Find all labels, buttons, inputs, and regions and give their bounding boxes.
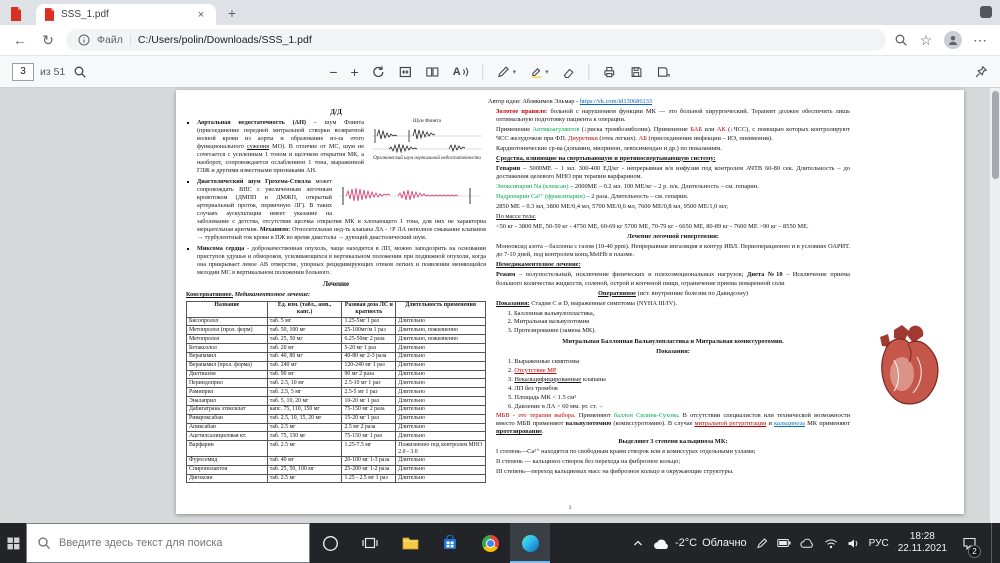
medication-table-row xyxy=(187,317,486,326)
drug-dose-cell: 2.5 мг 2 раза xyxy=(342,423,396,432)
info-icon[interactable] xyxy=(78,34,90,46)
drug-unit-cell: таб. 2.5 мг xyxy=(267,474,342,483)
indication-item-2: 2. Отсутствие МР xyxy=(508,366,557,374)
medication-table-row xyxy=(187,405,486,414)
weather-condition: Облачно xyxy=(702,537,747,549)
indication-item-3: 3. Некальцифицированные клапаны xyxy=(508,375,606,383)
medication-table-row xyxy=(187,370,486,379)
doc-right-column xyxy=(496,108,954,483)
viewer-scrollbar[interactable] xyxy=(990,88,1000,523)
conservative-subheading: Консервативное. Медикаментозное лечение: xyxy=(186,290,311,298)
drug-unit-cell: капс. 75, 110, 150 мг xyxy=(267,405,342,414)
drug-duration-cell: Длительно xyxy=(396,423,486,432)
drug-duration-cell: Длительно xyxy=(396,414,486,423)
drug-dose-cell: 1.25-5мг 1 раз xyxy=(342,317,396,326)
doc-page-number: 3 xyxy=(568,505,572,511)
dd-item-graham-steell: ▪ Диастолический шум Грехема-Стилла может сопровождать ВПС с увеличенным легочным кровотоком (ДМПП и ДМЖП, открытый артериальный проток, первичную ЛГ). В таких случаях аускультация имеет указание на заболевание с детства, отсутствие щелчка открытия МК и хлопающего 1 тона, для них не характерна мерцательная аритмия. Механизм: Относительная нед-ть клапана ЛА - ↑Р ЛА неполное смыкание клапанов → турбулентный ток крови в ПЖ во время диастолы → дующий диастолический шум. xyxy=(197,178,486,243)
by-weight-paragraph: <50 кг - 3800 МЕ, 50-59 кг - 4750 МЕ, 60-69 кг 5700 МЕ, 70-79 кг - 6650 МЕ, 80-89 кг - 7600 МЕ >90 кг – 8550 МЕ. xyxy=(496,222,809,230)
drug-unit-cell: таб. 75, 150 мг xyxy=(267,432,342,441)
highlight-dropdown-icon[interactable]: ▾ xyxy=(545,68,549,76)
drug-name-cell: Дигоксин xyxy=(187,474,268,483)
drug-dose-cell: 15-20 мг 1 раз xyxy=(342,414,396,423)
drug-unit-cell: таб. 50, 100 мг xyxy=(267,326,342,335)
medication-table-row xyxy=(187,423,486,432)
medication-table-row xyxy=(187,352,486,361)
drug-unit-cell: таб. 5, 10, 20 мг xyxy=(267,397,342,406)
medication-table-row xyxy=(187,361,486,370)
drug-dose-cell: 25-200 мг 1-2 раза xyxy=(342,465,396,474)
page-count-label: из 51 xyxy=(40,65,66,78)
medication-table-row xyxy=(187,326,486,335)
drug-duration-cell: Длительно xyxy=(396,352,486,361)
scrollbar-thumb[interactable] xyxy=(992,91,999,179)
weather-temp: -2°C xyxy=(674,537,698,549)
task-view-button[interactable] xyxy=(350,523,390,563)
hidden-icons-chevron[interactable] xyxy=(632,538,644,548)
taskbar-search-icon xyxy=(37,536,51,550)
medication-table xyxy=(186,301,486,483)
drug-name-cell: Верапамил xyxy=(187,352,268,361)
url-text[interactable]: C:/Users/polin/Downloads/SSS_1.pdf xyxy=(137,34,312,46)
edge-button-active[interactable] xyxy=(510,523,550,563)
fit-to-page-icon[interactable] xyxy=(399,65,413,79)
regime-diet-paragraph: Режим – полупостельный, исключение физических и психоэмоциональных нагрузок; Диета №10 – Исключение приема большого количества жидкости, соленой, острой и копченой пищи, ограничение приема поваренной соли xyxy=(496,271,850,287)
drug-dose-cell: 1.25 - 2.5 мг 1 раз xyxy=(342,474,396,483)
calcinosis-degree-1: I степень—Ca²⁺ находятся по свободным краям створок или в комиссурах отдельными узлами; xyxy=(496,448,756,456)
indication-item-6: 6. Давление в ЛА > 60 мм. рт. ст. ← xyxy=(508,402,605,410)
medication-table-header-cell: Длительность применения xyxy=(396,301,486,317)
drug-unit-cell: таб. 5 мг xyxy=(267,317,342,326)
drug-unit-cell: таб. 40 мг xyxy=(267,456,342,465)
drug-name-cell: Апиксабан xyxy=(187,423,268,432)
microsoft-store-button[interactable] xyxy=(430,523,470,563)
drug-name-cell: Ривароксабан xyxy=(187,414,268,423)
drug-dose-cell: 1.25-7.5 мг xyxy=(342,441,396,457)
battery-icon[interactable] xyxy=(777,538,791,548)
clock-date: 22.11.2021 xyxy=(897,543,947,554)
medication-table-row xyxy=(187,335,486,344)
browser-address-bar xyxy=(0,25,1000,56)
medication-table-row xyxy=(187,441,486,457)
operative-indications-paragraph: Показания: Стадия С и D, выраженные симптомы (NYHA III/IV). xyxy=(496,299,678,307)
nonmedication-heading: Немедикаментозное лечение: xyxy=(496,261,581,269)
drug-unit-cell: таб. 240 мг xyxy=(267,361,342,370)
network-wifi-icon[interactable] xyxy=(824,538,838,549)
drug-dose-cell: 40-80 мг 2-3 раза xyxy=(342,352,396,361)
chrome-icon xyxy=(482,535,499,552)
calcinosis-degree-3: III степень—переход кальциевых масс на фиброзное кольцо и окружающие структуры. xyxy=(496,468,734,476)
drug-unit-cell: таб. 40, 80 мг xyxy=(267,352,342,361)
draw-icon[interactable] xyxy=(497,65,517,79)
drug-duration-cell: Длительно xyxy=(396,465,486,474)
dd-item-myxoma: ▪ Миксома сердца - доброкачественная опухоль, чаще находится в ЛП, можно заподозрить на основании приступов удушья и обмороков, усиливающихся в вертикальном положении при подвижной опухоли, когда она прикрывает левое АВ отверстие, упорных рецидивирующих отеков легких и появлении меняющейся мелодии МС в вертикальном положении больного. xyxy=(197,245,486,277)
url-scheme-label: Файл xyxy=(97,34,123,46)
medication-table-row xyxy=(187,344,486,353)
rotate-icon[interactable] xyxy=(372,65,386,79)
nadroparin-paragraph: Надропарин Са²⁺ (фраксипарин) – 2 раза. Длительность – см. гепарин. xyxy=(496,193,689,201)
drug-name-cell: Спиронолактон xyxy=(187,465,268,474)
operative-heading: Оперативное (ист. внутренние болезни по Давидсону) xyxy=(597,289,749,297)
drug-unit-cell: таб. 2.5, 5 мг xyxy=(267,388,342,397)
calcinosis-heading: Выделяют 3 степени кальциноза МК: xyxy=(618,438,728,446)
phonocardiogram-waveform-2 xyxy=(336,179,484,211)
coagulation-heading: Средства, влияющие на свертывающую и противосвертывающую систему: xyxy=(496,154,716,162)
drug-unit-cell: таб. 25, 50 мг xyxy=(267,335,342,344)
drug-dose-cell: 6.25-50мг 2 раза xyxy=(342,335,396,344)
pdf-toolbar xyxy=(0,56,1000,88)
drug-duration-cell: Длительно xyxy=(396,344,486,353)
indication-item-5: 5. Площадь МК < 1.5 см² xyxy=(508,393,577,401)
drug-dose-cell: 75-150 мг 1 раз xyxy=(342,432,396,441)
window-button[interactable] xyxy=(980,6,992,18)
drug-name-cell: Метопролол (прол. форм) xyxy=(187,326,268,335)
drug-name-cell: Дабигатрана этексилат xyxy=(187,405,268,414)
highlight-icon[interactable] xyxy=(529,65,549,79)
drug-name-cell: Периндоприл xyxy=(187,379,268,388)
doses-paragraph: 2850 МЕ – 0.3 мл, 3800 МЕ/0,4 мл, 5700 МЕ/0,6 мл, 7600 МЕ/0,8 мл, 9500 МЕ/1,0 мл; xyxy=(496,203,728,211)
drug-unit-cell: таб. 20 мг xyxy=(267,344,342,353)
browser-tab-strip xyxy=(0,0,1000,25)
graham-steell-phonocardiogram xyxy=(336,179,486,211)
volume-icon[interactable] xyxy=(847,538,860,549)
language-indicator[interactable]: РУС xyxy=(868,537,889,549)
author-text: Автор идеи: Аблякимов Эльмар - xyxy=(487,98,580,105)
taskbar-search-box[interactable] xyxy=(26,523,310,563)
medication-table-row xyxy=(187,474,486,483)
medication-table-row xyxy=(187,379,486,388)
drug-unit-cell: таб. 2.5 мг xyxy=(267,441,342,457)
nitric-oxide-paragraph: Монооксид азота – баллоны с газом (10-40 ppm). Непрерывная ингаляция в контур ИВЛ. Периоперационно и в условиях ОАРИТ. до 7-10 дней, под контролем конц.MetHb в плазме. xyxy=(496,242,850,259)
pdf-toolbar-center xyxy=(329,64,670,80)
drug-name-cell: Верапамил (прол. форма) xyxy=(187,361,268,370)
file-explorer-button[interactable] xyxy=(390,523,430,563)
golden-rule-paragraph: Золотое правило: больной с нарушением функции МК — это больной хирургический. Терапевт должен обеспечить лишь оптимальную подготовку пациента к операции. xyxy=(496,108,850,124)
new-tab-button[interactable]: + xyxy=(227,4,237,21)
heart-anatomy-figure xyxy=(864,320,952,414)
url-bar[interactable] xyxy=(66,29,886,51)
indication-item-1: 1. Выраженные симптомы xyxy=(508,357,580,365)
url-divider xyxy=(130,34,131,46)
fig1-caption-top: Шум Флинта xyxy=(413,119,441,125)
clock-time: 18:28 xyxy=(909,530,935,542)
drug-duration-cell: Длительно xyxy=(396,405,486,414)
drug-name-cell: Ацетилсалициловая кт. xyxy=(187,432,268,441)
fig1-caption-bottom: Органический шум аортальной недостаточности xyxy=(373,155,481,161)
browser-tab[interactable] xyxy=(36,4,216,25)
drug-name-cell: Дилтиазем xyxy=(187,370,268,379)
medication-table-row xyxy=(187,465,486,474)
drug-dose-cell: 2.5-10 мг 1 раз xyxy=(342,379,396,388)
drug-duration-cell: Длительно xyxy=(396,397,486,406)
medication-table-row xyxy=(187,388,486,397)
show-desktop-button[interactable] xyxy=(991,523,996,563)
drug-dose-cell: 5-20 мг 1 раз xyxy=(342,344,396,353)
drug-dose-cell: 20-100 мг 1-3 раза xyxy=(342,456,396,465)
indication-item-4: 4. ЛП без тромбов xyxy=(508,384,558,392)
drug-name-cell: Метопролол xyxy=(187,335,268,344)
calcinosis-degree-2: II степень — кальциноз створок без перехода на фиброзное кольцо; xyxy=(496,458,681,466)
drug-dose-cell: 120-240 мг 1 раз xyxy=(342,361,396,370)
pdf-favicon xyxy=(44,8,55,21)
indications-heading: Показания: xyxy=(656,347,690,355)
edge-icon xyxy=(522,535,539,552)
drug-unit-cell: таб. 90 мг xyxy=(267,370,342,379)
zoom-search-icon[interactable] xyxy=(894,33,908,47)
favorites-star-icon[interactable]: ☆ xyxy=(919,31,933,48)
drug-dose-cell: 10-20 мг 1 раз xyxy=(342,397,396,406)
chrome-button[interactable] xyxy=(470,523,510,563)
taskbar-search-input[interactable] xyxy=(59,537,299,549)
profile-avatar[interactable] xyxy=(944,31,962,49)
drug-unit-cell: таб. 2.5, 10, 15, 20 мг xyxy=(267,414,342,423)
medication-table-row xyxy=(187,414,486,423)
surgery-option-item: 3. Протезирование (замена МК). xyxy=(514,327,850,335)
cortana-button[interactable] xyxy=(310,523,350,563)
heparin-paragraph: Гепарин – 5000МЕ – 1 мл. 300-400 ЕД/кг - непрерывная в/в инфузия под контролем АЧТВ 60-80 сек. Длительность – до достижения целевого МНО при терапии варфарином. xyxy=(496,164,850,181)
pulmonary-hypertension-heading: Лечение легочной гипертензии: xyxy=(627,232,719,240)
drug-unit-cell: таб. 25, 50, 100 мг xyxy=(267,465,342,474)
medication-table-header-cell: Название xyxy=(187,301,268,317)
drug-duration-cell: Пожизненно под контролем МНО 2.0 - 3.0 xyxy=(396,441,486,457)
by-weight-label: По массе тела: xyxy=(496,212,536,220)
toolbar-divider xyxy=(483,64,484,80)
pen-tray-icon[interactable] xyxy=(756,537,768,549)
pdf-viewer xyxy=(0,88,1000,523)
drug-duration-cell: Длительно xyxy=(396,370,486,379)
drug-name-cell: Рамиприл xyxy=(187,388,268,397)
pdf-app-icon xyxy=(10,7,22,21)
flint-murmur-phonocardiogram xyxy=(368,119,486,162)
medication-table-row xyxy=(187,456,486,465)
toolbar-divider xyxy=(589,64,590,80)
drug-dose-cell: 2.5-5 мг 1 раз xyxy=(342,388,396,397)
erase-icon[interactable] xyxy=(562,65,576,79)
drug-unit-cell: таб. 2.5, 10 мг xyxy=(267,379,342,388)
drug-duration-cell: Длительно xyxy=(396,317,486,326)
notification-badge: 2 xyxy=(968,545,981,558)
drug-unit-cell: таб. 2.5 мг xyxy=(267,423,342,432)
drug-duration-cell: Длительно xyxy=(396,456,486,465)
drug-name-cell: Варфарин xyxy=(187,441,268,457)
read-aloud-icon[interactable]: A xyxy=(453,66,470,78)
back-icon[interactable]: ← xyxy=(13,32,27,48)
drug-name-cell: Эналаприл xyxy=(187,397,268,406)
drug-duration-cell: Длительно xyxy=(396,388,486,397)
taskbar-tray xyxy=(632,523,1000,563)
treatment-heading: Лечение xyxy=(322,279,350,288)
doc-left-column xyxy=(186,108,486,483)
cardiotonic-paragraph: Кардиотонические ср-ва (допамин, милринон, левосимендан и др.) по показаниям. xyxy=(496,144,722,152)
save-as-icon[interactable] xyxy=(657,65,671,79)
refresh-icon[interactable]: ↻ xyxy=(42,31,54,48)
drug-dose-cell: 25-100мг/м 1 раз xyxy=(342,326,396,335)
windows-taskbar xyxy=(0,523,1000,563)
medication-table-header-row xyxy=(187,301,486,317)
dd-item-aortic-insufficiency: ▪ Шум Флинта Органический шум аортальной недостаточности Аортальная недостаточность (АН) – шум Флинта (присоединение передней митральной створки возвратной волной крови из аорты и образование из-за этого функционального сужения МО). В отличие от МС, шум не сочетается с усиленным 1 тоном и щелчком открытия МК, а наоборот, сопровождается ослаблением 1 тона, выраженной ГЛЖ и другими известными признаками АН. xyxy=(197,119,486,175)
dd-heading: Д/Д xyxy=(330,108,342,116)
start-button[interactable] xyxy=(0,523,26,563)
drug-name-cell: Бисопролол xyxy=(187,317,268,326)
medication-table-row xyxy=(187,397,486,406)
drug-dose-cell: 75-150 мг 2 раза xyxy=(342,405,396,414)
pin-toolbar-icon[interactable] xyxy=(974,65,988,79)
drug-duration-cell: Длительно, пожизненно xyxy=(396,326,486,335)
phonocardiogram-waveform-1 xyxy=(369,126,485,156)
drug-duration-cell: Длительно xyxy=(396,379,486,388)
medication-table-header-cell: Разовая доза ЛС и кратность xyxy=(342,301,396,317)
tab-title: SSS_1.pdf xyxy=(61,9,109,20)
surgery-option-item: 1. Баллонная вальвулопластика, xyxy=(514,310,850,318)
onedrive-icon[interactable] xyxy=(800,538,815,548)
drug-dose-cell: 90 мг 2 раза xyxy=(342,370,396,379)
drug-duration-cell: Длительно xyxy=(396,432,486,441)
mbv-heading: Митральная Баллонная Вальвулопластика и Митральная комиссуротомия. xyxy=(562,337,784,345)
surgery-options-list xyxy=(496,310,850,336)
surgery-option-item: 2. Митральная вальвулотомия xyxy=(514,318,850,326)
drug-name-cell: Бетаксолол xyxy=(187,344,268,353)
mbv-therapy-paragraph: МБВ - это терапия выбора. Применяют баллон Силина-Сухова. В отсутствии специалистов или технической возможности вместо МБВ применяют вальвулотомию (комиссуротомию). В случае митральной регургитации и кальциноза МК применяют протезирование. xyxy=(496,411,850,436)
drug-classes-paragraph: Применение Антикоагулянтов (↓риска тромбоэмболии). Применение БАБ или АК (↓ЧСС), с помощью которых контролируют ЧСС желудочков при ФП. Диуретики (отек легких). АБ (присоединение инфекции – ИЭ, пневмония). xyxy=(496,126,850,142)
page-view-icon[interactable] xyxy=(426,65,440,79)
drug-duration-cell: Длительно xyxy=(396,474,486,483)
print-icon[interactable] xyxy=(603,65,617,79)
page-number-input[interactable] xyxy=(12,63,34,81)
doc-author-line xyxy=(186,98,954,105)
cloud-icon xyxy=(653,537,670,550)
find-in-document-icon[interactable] xyxy=(73,65,87,79)
drug-duration-cell: Длительно, пожизненно xyxy=(396,335,486,344)
zoom-out-icon[interactable]: − xyxy=(329,63,338,80)
browser-menu-icon[interactable]: ⋯ xyxy=(973,31,987,48)
save-icon[interactable] xyxy=(630,65,644,79)
medication-table-header-cell: Ед. изм. (табл., амп., капс.) xyxy=(267,301,342,317)
medication-table-row xyxy=(187,432,486,441)
weather-widget[interactable] xyxy=(653,537,747,550)
drug-duration-cell: Длительно xyxy=(396,361,486,370)
clock-widget[interactable] xyxy=(898,531,947,556)
pdf-page xyxy=(176,90,964,514)
action-center-button[interactable] xyxy=(956,523,982,563)
drug-name-cell: Фуросемид xyxy=(187,456,268,465)
tab-close-icon[interactable]: × xyxy=(197,8,205,21)
enoxaparin-paragraph: Эноксипарин Na (клексан) – 2000МЕ – 0.2 мл. 100 МЕ/кг – 2 р. п/к. Длительность – см. гепарин. xyxy=(496,183,759,191)
draw-dropdown-icon[interactable]: ▾ xyxy=(512,68,517,76)
zoom-in-icon[interactable]: + xyxy=(350,63,359,80)
author-vk-link[interactable]: https://vk.com/id130686133 xyxy=(579,98,653,105)
